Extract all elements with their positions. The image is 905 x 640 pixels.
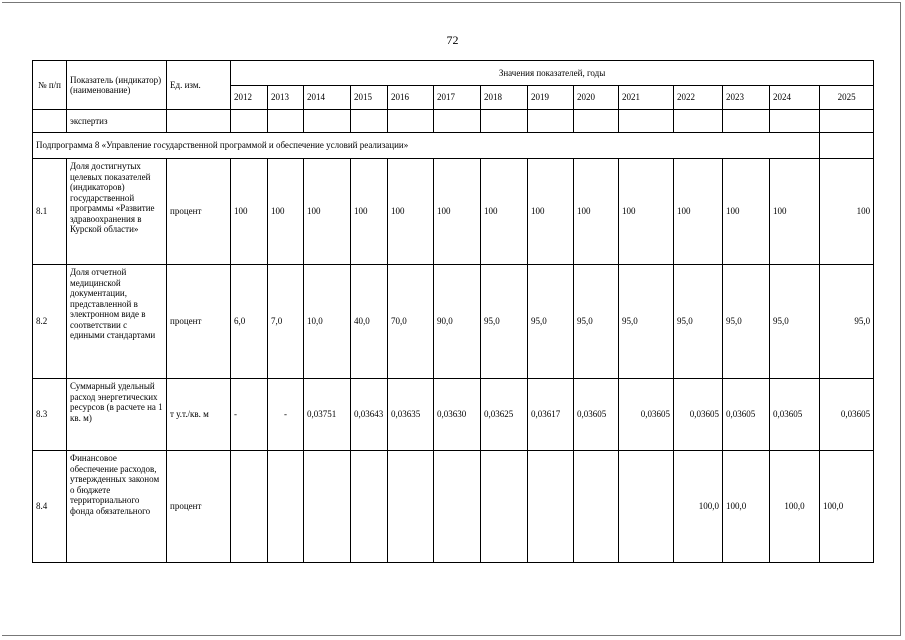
row-num: 8.1	[33, 159, 67, 265]
row-value: 95,0	[723, 265, 770, 379]
row-value: 100	[231, 159, 268, 265]
row-indicator: Доля отчетной медицинской документации, представленной в электронном виде в соответствии с едиными стандартами	[67, 265, 167, 379]
header-year: 2020	[574, 86, 619, 110]
row-value: 0,03605	[820, 379, 874, 451]
row-value: 100,0	[674, 451, 723, 563]
row-value: 100,0	[770, 451, 820, 563]
table-row	[33, 451, 874, 563]
row-value: 100	[674, 159, 723, 265]
row-value: 40,0	[351, 265, 388, 379]
carry-over-row	[33, 110, 874, 133]
row-value: 100	[528, 159, 574, 265]
table-row	[33, 379, 874, 451]
subprogram-title: Подпрограмма 8 «Управление государственной программой и обеспечение условий реализации»	[33, 133, 820, 159]
header-indicator: Показатель (индикатор) (наименование)	[67, 61, 167, 110]
subprogram-row	[33, 133, 874, 159]
row-value: 100	[481, 159, 528, 265]
row-value: 0,03605	[619, 379, 674, 451]
header-unit: Ед. изм.	[167, 61, 231, 110]
row-value: 100	[268, 159, 304, 265]
header-year: 2015	[351, 86, 388, 110]
header-year: 2013	[268, 86, 304, 110]
row-value: 95,0	[674, 265, 723, 379]
row-value: 0,03605	[723, 379, 770, 451]
header-year: 2016	[388, 86, 434, 110]
row-indicator: Доля достигнутых целевых показателей (индикаторов) государственной программы «Развитие здравоохранения в Курской области»	[67, 159, 167, 265]
row-value	[304, 451, 351, 563]
row-value: 100	[770, 159, 820, 265]
page-number: 72	[446, 33, 459, 47]
row-value: 95,0	[528, 265, 574, 379]
header-year: 2017	[434, 86, 481, 110]
header-year: 2024	[770, 86, 820, 110]
row-value: 100	[351, 159, 388, 265]
row-value: 95,0	[820, 265, 874, 379]
row-value: 95,0	[770, 265, 820, 379]
row-value	[388, 451, 434, 563]
header-year: 2014	[304, 86, 351, 110]
row-unit: процент	[167, 265, 231, 379]
row-value: 10,0	[304, 265, 351, 379]
row-value: 6,0	[231, 265, 268, 379]
row-indicator: Финансовое обеспечение расходов, утвержденных законом о бюджете территориального фонда обязательного	[67, 451, 167, 563]
row-value	[434, 451, 481, 563]
row-value: 70,0	[388, 265, 434, 379]
row-num: 8.3	[33, 379, 67, 451]
header-year: 2023	[723, 86, 770, 110]
row-value	[481, 451, 528, 563]
row-value: 0,03751	[304, 379, 351, 451]
header-values-group: Значения показателей, годы	[231, 61, 874, 86]
row-value	[351, 451, 388, 563]
row-value: 7,0	[268, 265, 304, 379]
row-value: 0,03617	[528, 379, 574, 451]
header-num: № п/п	[33, 61, 67, 110]
row-value	[574, 451, 619, 563]
row-value: 0,03635	[388, 379, 434, 451]
row-value: 0,03643	[351, 379, 388, 451]
carry-indicator: экспертиз	[67, 110, 167, 133]
row-value: 100	[388, 159, 434, 265]
row-value: -	[231, 379, 268, 451]
row-value: 90,0	[434, 265, 481, 379]
row-value	[619, 451, 674, 563]
header-year: 2018	[481, 86, 528, 110]
row-value: 100	[723, 159, 770, 265]
row-value: 100	[574, 159, 619, 265]
row-unit: процент	[167, 159, 231, 265]
table-row	[33, 265, 874, 379]
row-value: 100,0	[820, 451, 874, 563]
row-value: 95,0	[619, 265, 674, 379]
row-value	[528, 451, 574, 563]
header-year: 2021	[619, 86, 674, 110]
header-year: 2022	[674, 86, 723, 110]
row-value: 0,03630	[434, 379, 481, 451]
row-value: 100	[434, 159, 481, 265]
header-year: 2012	[231, 86, 268, 110]
row-value: 0,03625	[481, 379, 528, 451]
row-value	[231, 451, 268, 563]
row-value: 0,03605	[770, 379, 820, 451]
row-value: 100,0	[723, 451, 770, 563]
indicators-table	[32, 60, 874, 563]
row-value: 0,03605	[674, 379, 723, 451]
row-indicator: Суммарный удельный расход энергетических ресурсов (в расчете на 1 кв. м)	[67, 379, 167, 451]
row-value: 95,0	[574, 265, 619, 379]
row-unit: процент	[167, 451, 231, 563]
header-row-1	[33, 61, 874, 86]
table-row	[33, 159, 874, 265]
header-year: 2025	[820, 86, 874, 110]
row-num: 8.4	[33, 451, 67, 563]
row-value: 100	[304, 159, 351, 265]
row-value	[268, 451, 304, 563]
header-year: 2019	[528, 86, 574, 110]
row-unit: т у.т./кв. м	[167, 379, 231, 451]
row-value: -	[268, 379, 304, 451]
row-value: 0,03605	[574, 379, 619, 451]
row-value: 100	[619, 159, 674, 265]
row-value: 95,0	[481, 265, 528, 379]
row-value: 100	[820, 159, 874, 265]
row-num: 8.2	[33, 265, 67, 379]
